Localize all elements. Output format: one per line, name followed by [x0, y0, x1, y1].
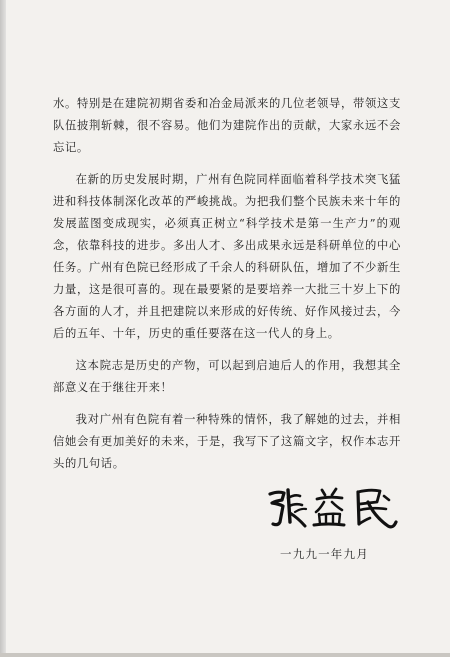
- date-line: 一九九一年九月: [280, 547, 369, 561]
- paragraph-2: 在新的历史发展时期，广州有色院同样面临着科学技术突飞猛进和科技体制深化改革的严峻挑战。为把我们整个民族未来十年的发展蓝图变成现实，必须真正树立“科学技术是第一生产力”的观念，依靠科技的进步。多出人才、多出成果永远是科研单位的中心任务。广州有色院已经形成了千余人的科研队伍，增加了不少新生力量，这是很可喜的。现在最要紧的是要培养一大批三十岁上下的各方面的人才，并且把建院以来形成的好传统、好作风接过去，今后的五年、十年，历史的重任要落在这一代人的身上。: [53, 173, 401, 340]
- scan-edge-left: [0, 0, 6, 657]
- handwritten-signature: [262, 482, 402, 536]
- paragraph-4: 我对广州有色院有着一种特殊的情怀，我了解她的过去，并相信她会有更加美好的未来，于是，我写下了这篇文字，权作本志开头的几句话。: [53, 413, 401, 470]
- paragraph-1: 水。特别是在建院初期省委和冶金局派来的几位老领导，带领这支队伍披荆斩棘，很不容易。他们为建院作出的贡献，大家永远不会忘记。: [53, 97, 401, 154]
- body-text: [53, 93, 401, 485]
- signature-drawing: [262, 482, 402, 536]
- paragraph-3: 这本院志是历史的产物，可以起到启迪后人的作用，我想其全部意义在于继往开来！: [53, 359, 401, 394]
- scan-edge-bottom: [0, 653, 450, 657]
